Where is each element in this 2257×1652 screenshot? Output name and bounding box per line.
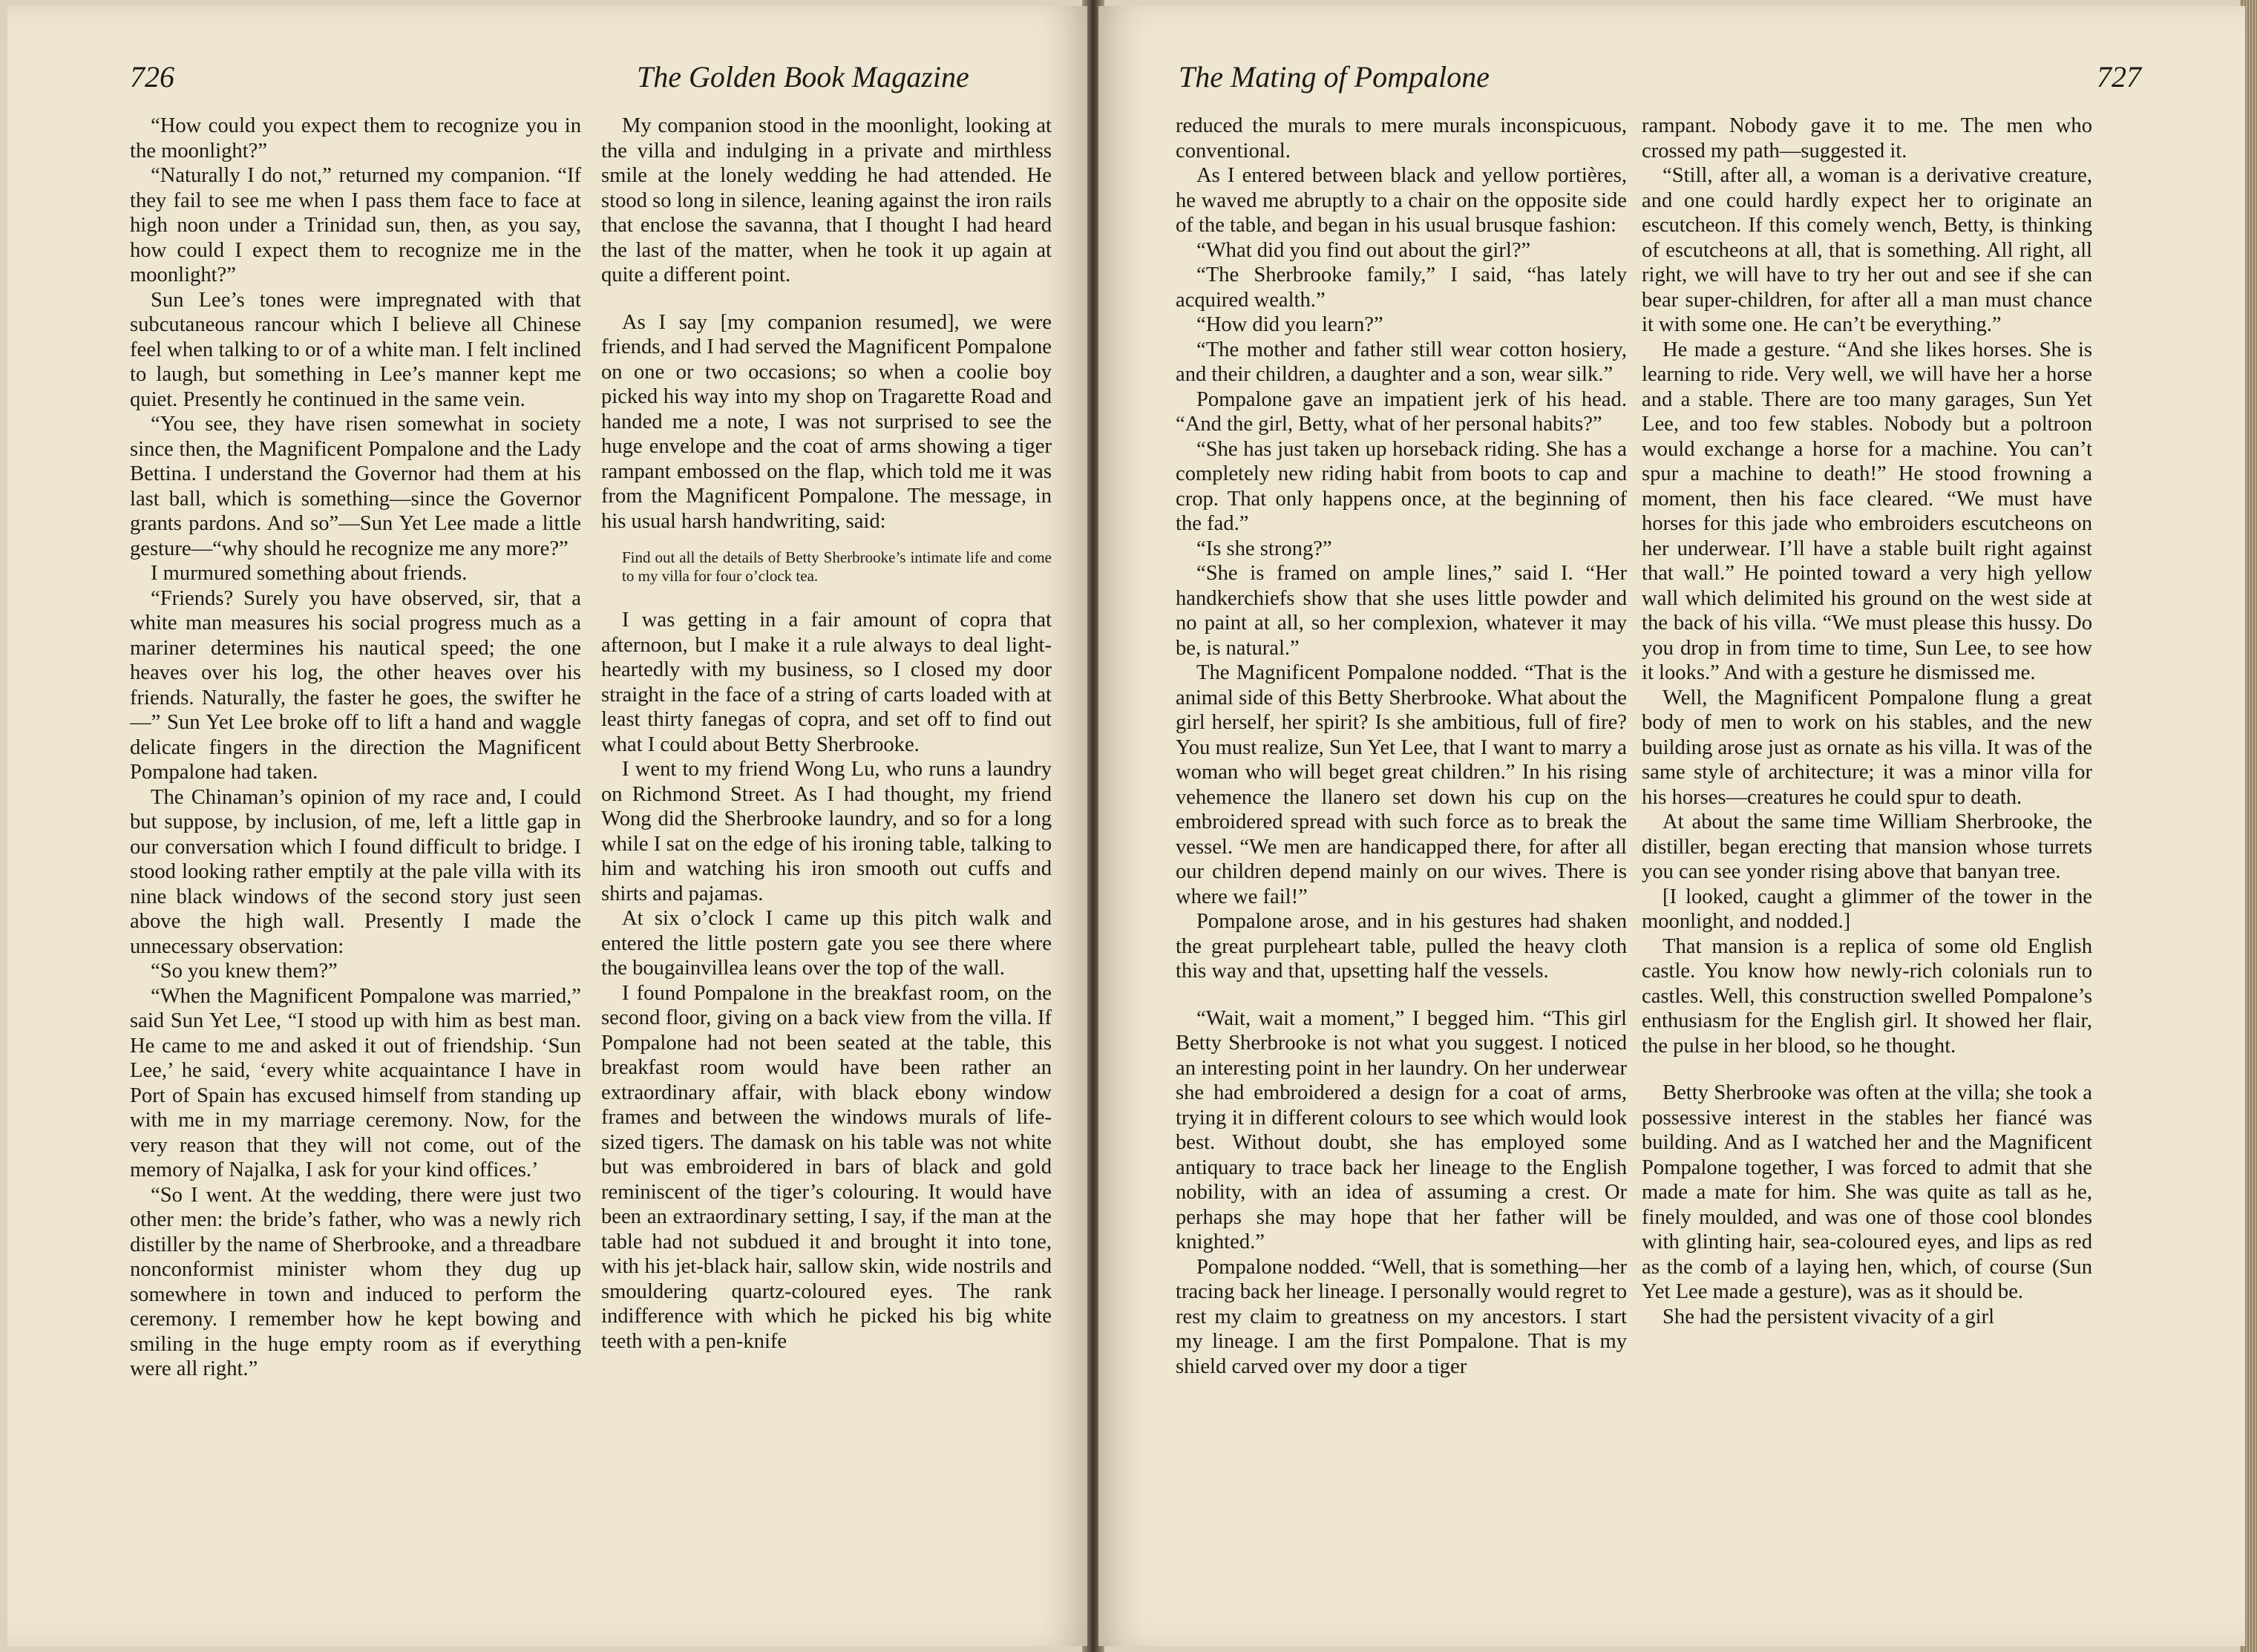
paragraph: I went to my friend Wong Lu, who runs a laundry on Richmond Street. As I had thought, my friend Wong did the Sherbrooke laundry, and so for a long while I sat on the edge of his ironing table, talking to him and watching his iron smooth out cuffs and shirts and pajamas. bbox=[601, 758, 1052, 905]
paragraph: “She is framed on ample lines,” said I. “Her handkerchiefs show that she uses little powder and no paint at all, so her complexion, whatever it may be, is natural.” bbox=[1176, 562, 1627, 660]
paragraph: “The mother and father still wear cotton hosiery, and their children, a daughter and a son, wear silk.” bbox=[1176, 338, 1627, 386]
paragraph: Sun Lee’s tones were impregnated with that subcutaneous rancour which I believe all Chinese feel when talking to or of a white man. I felt inclined to laugh, but something in Lee’s manner kept me quiet. Presently he continued in the same vein. bbox=[130, 288, 581, 411]
paragraph: “How could you expect them to recognize you in the moonlight?” bbox=[130, 114, 581, 163]
paragraph: Pompalone arose, and in his gestures had shaken the great purpleheart table, pulled the heavy cloth this way and that, upsetting half the vessels. bbox=[1176, 910, 1627, 983]
paragraph: He made a gesture. “And she likes horses. She is learning to ride. Very well, we will have her a horse and a stable. There are too many garages, Sun Yet Lee, and too few stables. Nobody but a poltroon would exchange a horse for a machine. You can’t spur a machine to death!” He stood frowning a moment, then his face cleared. “We must have horses for this jade who embroiders escutcheons on her underwear. I’ll have a stable built right against that wall.” He pointed toward a very high yellow wall which delimited his ground on the west side at the back of his villa. “We must please this hussy. Do you drop in from time to time, Sun Lee, to see how it looks.” And with a gesture he dismissed me. bbox=[1642, 338, 2092, 684]
right-page-number: 727 bbox=[2097, 60, 2141, 94]
paragraph: I was getting in a fair amount of copra that afternoon, but I make it a rule always to deal light-heartedly with my business, so I closed my door straight in the face of a string of carts loaded with at least thirty fanegas of copra, and set off to find out what I could about Betty Sherbrooke. bbox=[601, 609, 1052, 756]
paragraph: reduced the murals to mere murals inconspicuous, conventional. bbox=[1176, 114, 1627, 163]
paragraph: “Friends? Surely you have observed, sir, that a white man measures his social progress much as a mariner determines his nautical speed; the one heaves over his log, the other heaves over his friends. Naturally, the faster he goes, the swifter he—” Sun Yet Lee broke off to lift a hand and waggle delicate fingers in the direction the Magnificent Pompalone had taken. bbox=[130, 586, 581, 784]
paragraph: “When the Magnificent Pompalone was married,” said Sun Yet Lee, “I stood up with him as best man. He came to me and asked it out of friendship. ‘Sun Lee,’ he said, ‘every white acquaintance I have in Port of Spain has excused himself from standing up with me in my marriage ceremony. Now, for the very reason that they will not come, out of the memory of Najalka, I ask for your kind offices.’ bbox=[130, 984, 581, 1181]
paragraph: “How did you learn?” bbox=[1196, 313, 1383, 336]
paragraph: “So you knew them?” bbox=[151, 960, 338, 983]
paragraph: I found Pompalone in the breakfast room, on the second floor, giving on a back view from the villa. If Pompalone had not been seated at the table, this breakfast room would have been rather an extraordinary affair, with black ebony window frames and between the windows murals of life-sized tigers. The damask on his table was not white but was embroidered in bars of black and gold reminiscent of the tiger’s colouring. It would have been an extraordinary setting, I say, if the man at the table had not subdued it and brought it into tone, with his jet-black hair, sallow skin, wide nostrils and smouldering quartz-coloured eyes. The rank indifference with which he picked his big white teeth with a pen-knife bbox=[601, 981, 1052, 1353]
left-page-number: 726 bbox=[130, 60, 174, 94]
paragraph: “Wait, wait a moment,” I begged him. “This girl Betty Sherbrooke is not what you suggest. I noticed an interesting point in her laundry. On her underwear she had embroidered a design for a coat of arms, trying it in different colours to see which would look best. Without doubt, she has employed some antiquary to trace back her lineage to the English nobility, with an idea of assuming a crest. Or perhaps she may hope that her father will be knighted.” bbox=[1176, 1006, 1627, 1253]
paragraph: As I entered between black and yellow portières, he waved me abruptly to a chair on the opposite side of the table, and began in his usual brusque fashion: bbox=[1176, 164, 1627, 237]
right-column-2 bbox=[1642, 114, 2092, 1329]
right-page bbox=[1098, 6, 2245, 1646]
paragraph: “You see, they have risen somewhat in society since then, the Magnificent Pompalone and the Lady Bettina. I understand the Governor had them at his last ball, which is something—since the Governor grants pardons. And so”—Sun Yet Lee made a little gesture—“why should he recognize me any more?” bbox=[130, 413, 581, 560]
paragraph: Pompalone nodded. “Well, that is something—her tracing back her lineage. I personally would regret to rest my claim to greatness on my ancestors. I start my lineage. I am the first Pompalone. That is my shield carved over my door a tiger bbox=[1176, 1255, 1627, 1378]
paragraph: “What did you find out about the girl?” bbox=[1196, 238, 1531, 262]
paragraph: “Is she strong?” bbox=[1196, 537, 1332, 560]
paragraph: “She has just taken up horseback riding. She has a completely new riding habit from boots to cap and crop. That only happens once, at the beginning of the fad.” bbox=[1176, 437, 1627, 535]
left-page bbox=[7, 6, 1087, 1646]
right-column-1 bbox=[1176, 114, 1627, 1379]
paragraph: “Still, after all, a woman is a derivative creature, and one could hardly expect her to originate an escutcheon. If this comely wench, Betty, is thinking of escutcheons at all, that is something. All right, all right, we will have to try her out and see if she can bear super-children, for after all a man must chance it with some one. He can’t be everything.” bbox=[1642, 164, 2092, 336]
left-column-1 bbox=[130, 114, 581, 1382]
paragraph: That mansion is a replica of some old English castle. You know how newly-rich colonials run to castles. Well, this construction swelled Pompalone’s enthusiasm for the English girl. It showed her flair, the pulse in her blood, so he thought. bbox=[1642, 934, 2092, 1058]
paragraph: Well, the Magnificent Pompalone flung a great body of men to work on his stables, and the new building arose just as ornate as his villa. It was of the same style of architecture; it was a minor villa for his horses—creatures he could spur to death. bbox=[1642, 686, 2092, 809]
paragraph: “Naturally I do not,” returned my companion. “If they fail to see me when I pass them face to face at high noon under a Trinidad sun, then, as you say, how could I expect them to recognize me in the moonlight?” bbox=[130, 164, 581, 286]
paragraph: “The Sherbrooke family,” I said, “has lately acquired wealth.” bbox=[1176, 263, 1627, 312]
paragraph: “So I went. At the wedding, there were just two other men: the bride’s father, who was a newly rich distiller by the name of Sherbrooke, and a threadbare nonconformist minister whom they dug up somewhere in town and induced to perform the ceremony. I remember how he kept bowing and smiling in the huge empty room as if everything were all right.” bbox=[130, 1183, 581, 1380]
left-running-title: The Golden Book Magazine bbox=[637, 60, 969, 94]
paragraph: I murmured something about friends. bbox=[151, 562, 468, 585]
paragraph: At about the same time William Sherbrooke, the distiller, began erecting that mansion whose turrets you can see yonder rising above that banyan tree. bbox=[1642, 810, 2092, 883]
paragraph: The Chinaman’s opinion of my race and, I could but suppose, by inclusion, of me, left a little gap in our conversation which I found difficult to bridge. I stood looking rather emptily at the pale villa with its nine black windows of the second story just seen above the high wall. Presently I made the unnecessary observation: bbox=[130, 785, 581, 958]
paragraph: At six o’clock I came up this pitch walk and entered the little postern gate you see there where the bougainvillea leans over the top of the wall. bbox=[601, 907, 1052, 980]
right-running-title: The Mating of Pompalone bbox=[1179, 60, 1490, 94]
paragraph: My companion stood in the moonlight, looking at the villa and indulging in a private and mirthless smile at the lonely wedding he had attended. He stood so long in silence, leaning against the iron rails that enclose the savanna, that I thought I had heard the last of the matter, when he took it up again at quite a different point. bbox=[601, 114, 1052, 286]
paragraph: [I looked, caught a glimmer of the tower in the moonlight, and nodded.] bbox=[1642, 885, 2092, 933]
paragraph: rampant. Nobody gave it to me. The men who crossed my path—suggested it. bbox=[1642, 114, 2092, 163]
paragraph: Betty Sherbrooke was often at the villa; she took a possessive interest in the stables her fiancé was building. And as I watched her and the Magnificent Pompalone together, I was forced to admit that she made a mate for him. She was quite as tall as he, finely moulded, and was one of those cool blondes with glinting hair, sea-coloured eyes, and lips as red as the comb of a laying hen, which, of course (Sun Yet Lee made a gesture), was as it should be. bbox=[1642, 1081, 2092, 1303]
quoted-note: Find out all the details of Betty Sherbrooke’s intimate life and come to my villa for four o’clock tea. bbox=[622, 548, 1052, 585]
paragraph: As I say [my companion resumed], we were friends, and I had served the Magnificent Pompalone on one or two occasions; so when a coolie boy picked his way into my shop on Tragarette Road and handed me a note, I was not surprised to see the huge envelope and the coat of arms showing a tiger rampant embossed on the flap, which told me it was from the Magnificent Pompalone. The message, in his usual harsh handwriting, said: bbox=[601, 310, 1052, 533]
paragraph: The Magnificent Pompalone nodded. “That is the animal side of this Betty Sherbrooke. What about the girl herself, her spirit? Is she ambitious, full of fire? You must realize, Sun Yet Lee, that I want to marry a woman who will beget great children.” In his rising vehemence the llanero set down his cup on the embroidered spread with such force as to break the vessel. “We men are handicapped there, for after all our children depend mainly on our wives. There is where we fail!” bbox=[1176, 661, 1627, 908]
paragraph: She had the persistent vivacity of a girl bbox=[1663, 1305, 1995, 1328]
paragraph: Pompalone gave an impatient jerk of his head. “And the girl, Betty, what of her personal habits?” bbox=[1176, 387, 1627, 436]
left-column-2 bbox=[601, 114, 1052, 1354]
